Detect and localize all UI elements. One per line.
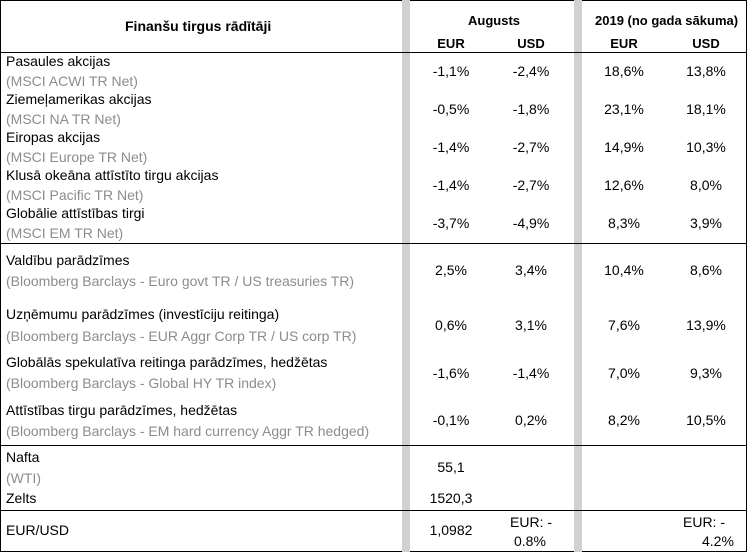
header-divider — [0, 52, 747, 53]
cell-ytd-usd: 8,0% — [690, 177, 722, 193]
cell-ytd-eur: 23,1% — [604, 101, 644, 117]
cell-aug-usd: -1,4% — [512, 365, 550, 381]
fx-ytd-change-line2: 4.2% — [702, 533, 734, 549]
fx-name: EUR/USD — [6, 522, 70, 538]
cell-aug-eur: -1,6% — [432, 365, 470, 381]
cell-ytd-eur: 8,2% — [608, 412, 640, 428]
col-header-aug-eur: EUR — [437, 36, 465, 51]
row-name: Klusā okeāna attīstīto tirgu akcijas — [6, 167, 219, 183]
table-title: Finanšu tirgus rādītāji — [125, 18, 272, 34]
cell-ytd-usd: 3,9% — [690, 215, 722, 231]
cell-aug-usd: -2,7% — [512, 139, 550, 155]
cell-aug-eur: -1,1% — [432, 63, 470, 79]
cell-aug-usd: 3,1% — [515, 317, 547, 333]
cell-ytd-eur: 14,9% — [604, 139, 644, 155]
cell-ytd-eur: 7,6% — [608, 317, 640, 333]
commodity-divider — [0, 510, 747, 511]
cell-aug-eur: -1,4% — [432, 139, 470, 155]
gold-price: 1520,3 — [429, 490, 473, 506]
cell-aug-usd: -2,4% — [512, 63, 550, 79]
cell-ytd-eur: 8,3% — [608, 215, 640, 231]
row-name: Globālie attīstības tirgi — [6, 205, 145, 221]
group-header-ytd: 2019 (no gada sākuma) — [595, 13, 739, 28]
cell-ytd-eur: 18,6% — [604, 63, 644, 79]
cell-ytd-eur: 7,0% — [608, 365, 640, 381]
cell-aug-eur: -0,1% — [432, 412, 470, 428]
row-index: (Bloomberg Barclays - Global HY TR index) — [6, 375, 277, 391]
cell-ytd-usd: 13,9% — [686, 317, 726, 333]
cell-aug-eur: 0,6% — [435, 317, 467, 333]
cell-ytd-usd: 10,3% — [686, 139, 726, 155]
row-name: Uzņēmumu parādzīmes (investīciju reitinga) — [6, 306, 280, 322]
row-name: Valdību parādzīmes — [6, 252, 130, 268]
row-name: Attīstības tirgu parādzīmes, hedžētas — [6, 402, 238, 418]
row-index: (MSCI ACWI TR Net) — [6, 73, 138, 89]
row-index: (MSCI NA TR Net) — [6, 111, 121, 127]
cell-aug-usd: 3,4% — [515, 262, 547, 278]
gold-name: Zelts — [6, 490, 37, 506]
oil-index: (WTI) — [6, 470, 41, 486]
fx-aug-change-line2: 0.8% — [514, 533, 546, 549]
cell-ytd-eur: 10,4% — [604, 262, 644, 278]
fx-ytd-change-line1: EUR: - — [683, 514, 725, 530]
row-index: (MSCI Pacific TR Net) — [6, 187, 144, 203]
row-name: Pasaules akcijas — [6, 53, 111, 69]
cell-aug-eur: -3,7% — [432, 215, 470, 231]
column-gap-1 — [402, 0, 410, 552]
bond-divider — [0, 445, 747, 446]
col-header-aug-usd: USD — [517, 36, 545, 51]
fx-rate: 1,0982 — [429, 522, 473, 538]
cell-aug-usd: -4,9% — [512, 215, 550, 231]
cell-aug-usd: 0,2% — [515, 412, 547, 428]
row-index: (Bloomberg Barclays - EM hard currency Aggr TR hedged) — [6, 423, 370, 439]
equity-divider — [0, 243, 747, 244]
cell-aug-eur: -0,5% — [432, 101, 470, 117]
fx-aug-change-line1: EUR: - — [510, 514, 552, 530]
cell-ytd-usd: 13,8% — [686, 63, 726, 79]
oil-name: Nafta — [6, 449, 40, 465]
oil-price: 55,1 — [437, 459, 465, 475]
row-index: (Bloomberg Barclays - Euro govt TR / US treasuries TR) — [6, 273, 355, 289]
row-name: Ziemeļamerikas akcijas — [6, 91, 152, 107]
cell-aug-usd: -2,7% — [512, 177, 550, 193]
cell-aug-eur: 2,5% — [435, 262, 467, 278]
cell-ytd-eur: 12,6% — [604, 177, 644, 193]
cell-aug-eur: -1,4% — [432, 177, 470, 193]
row-index: (MSCI Europe TR Net) — [6, 149, 148, 165]
row-index: (MSCI EM TR Net) — [6, 225, 124, 241]
col-header-ytd-eur: EUR — [610, 36, 638, 51]
cell-ytd-usd: 8,6% — [690, 262, 722, 278]
column-gap-2 — [574, 0, 582, 552]
col-header-ytd-usd: USD — [692, 36, 720, 51]
cell-ytd-usd: 10,5% — [686, 412, 726, 428]
row-index: (Bloomberg Barclays - EUR Aggr Corp TR / US corp TR) — [6, 328, 357, 344]
cell-ytd-usd: 9,3% — [690, 365, 722, 381]
group-header-august: Augusts — [468, 13, 520, 28]
cell-ytd-usd: 18,1% — [686, 101, 726, 117]
row-name: Eiropas akcijas — [6, 129, 101, 145]
cell-aug-usd: -1,8% — [512, 101, 550, 117]
row-name: Globālās spekulatīva reitinga parādzīmes, hedžētas — [6, 354, 328, 370]
